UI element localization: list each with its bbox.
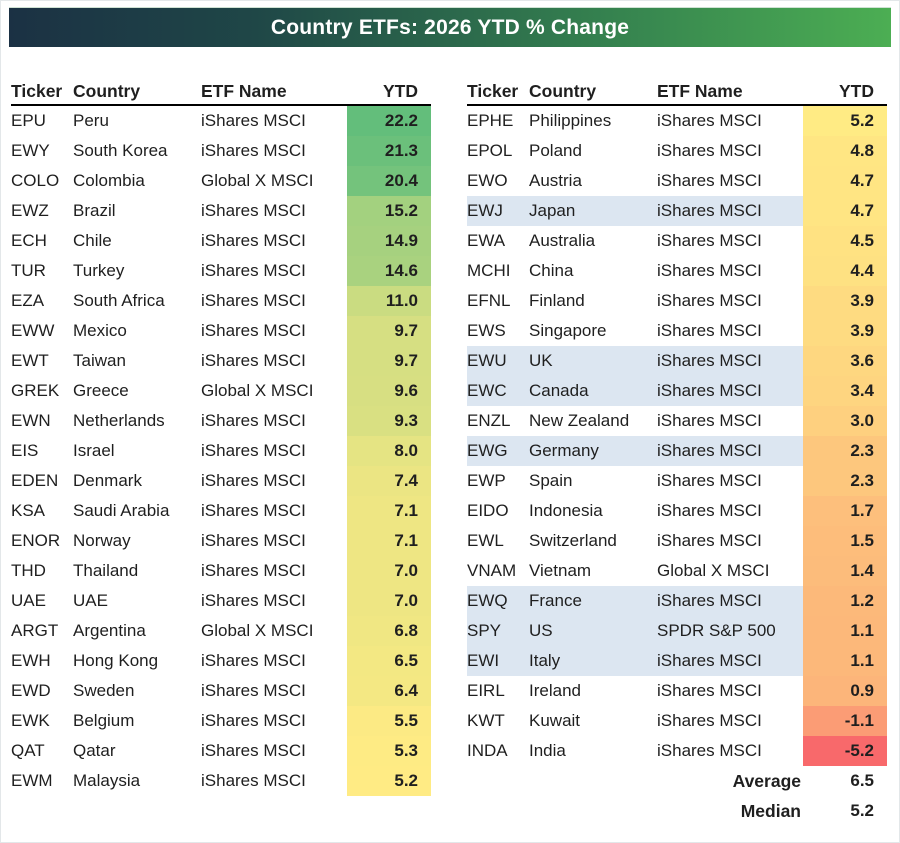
country-cell: UAE (73, 591, 108, 610)
table-row (467, 616, 887, 646)
country-cell: Philippines (529, 111, 612, 130)
table-row (11, 286, 431, 316)
etf-name-cell: iShares MSCI (201, 591, 306, 610)
column-header-etf-name: ETF Name (657, 81, 743, 101)
etf-name-cell: iShares MSCI (657, 436, 803, 466)
ytd-value-cell: 11.0 (347, 286, 431, 316)
ticker-cell: KSA (11, 501, 46, 520)
table-row (11, 346, 431, 376)
country-cell: Malaysia (73, 771, 141, 790)
ytd-value-cell: 3.0 (803, 406, 887, 436)
table-row (467, 646, 887, 676)
etf-name-cell: iShares MSCI (201, 321, 306, 340)
country-cell: Peru (73, 111, 109, 130)
ticker-cell: INDA (467, 741, 508, 760)
country-cell: Denmark (73, 471, 142, 490)
etf-name-cell: iShares MSCI (201, 501, 306, 520)
country-cell: Japan (529, 196, 657, 226)
country-cell: Saudi Arabia (73, 501, 170, 520)
etf-name-cell: iShares MSCI (657, 141, 762, 160)
etf-name-cell: iShares MSCI (201, 111, 306, 130)
country-cell: Taiwan (73, 351, 126, 370)
ticker-cell: EWL (467, 531, 504, 550)
ytd-value-cell: 6.5 (347, 646, 431, 676)
ticker-cell: EWZ (11, 201, 49, 220)
table-row (11, 496, 431, 526)
median-value: 5.2 (850, 801, 874, 820)
etf-name-cell: iShares MSCI (201, 741, 306, 760)
table-row (11, 226, 431, 256)
ticker-cell: UAE (11, 591, 46, 610)
ticker-cell: EZA (11, 291, 45, 310)
country-cell: China (529, 261, 574, 280)
etf-name-cell: Global X MSCI (201, 381, 314, 400)
ticker-cell: EIRL (467, 681, 505, 700)
median-row (467, 796, 887, 826)
etf-name-cell: iShares MSCI (201, 531, 306, 550)
ticker-cell: EWM (11, 771, 53, 790)
ytd-value-cell: 2.3 (803, 436, 887, 466)
table-row (467, 256, 887, 286)
table-row (11, 316, 431, 346)
ticker-cell: VNAM (467, 561, 517, 580)
ticker-cell: TUR (11, 261, 46, 280)
etf-name-cell: iShares MSCI (657, 411, 762, 430)
country-cell: Sweden (73, 681, 135, 700)
ytd-value-cell: 7.1 (347, 496, 431, 526)
country-cell: Indonesia (529, 501, 603, 520)
etf-name-cell: iShares MSCI (657, 171, 762, 190)
ytd-value-cell: 7.1 (347, 526, 431, 556)
average-row (467, 766, 887, 796)
column-header-country: Country (529, 81, 597, 101)
country-cell: Chile (73, 231, 112, 250)
table-row (467, 136, 887, 166)
right-table-body (467, 106, 887, 766)
ticker-cell: EWH (11, 651, 51, 670)
ticker-cell: EIDO (467, 501, 509, 520)
ticker-cell: EWY (11, 141, 50, 160)
country-cell: Vietnam (529, 561, 592, 580)
country-cell: UK (529, 346, 657, 376)
country-cell: Greece (73, 381, 129, 400)
ticker-cell: EDEN (11, 471, 59, 490)
etf-name-cell: iShares MSCI (657, 346, 803, 376)
ytd-value-cell: 4.8 (803, 136, 887, 166)
ticker-cell: EWW (11, 321, 55, 340)
country-cell: Thailand (73, 561, 139, 580)
ytd-value-cell: -5.2 (803, 736, 887, 766)
etf-name-cell: Global X MSCI (201, 621, 314, 640)
ticker-cell: EWA (467, 231, 506, 250)
title-banner (9, 7, 891, 47)
ytd-value-cell: 1.7 (803, 496, 887, 526)
right-table-header (467, 79, 887, 106)
ticker-cell: ARGT (11, 621, 59, 640)
page-title: Country ETFs: 2026 YTD % Change (270, 15, 630, 39)
ticker-cell: ENOR (11, 531, 61, 550)
table-row (467, 526, 887, 556)
column-header-ytd: YTD (383, 81, 418, 101)
country-cell: Israel (73, 441, 115, 460)
ytd-value-cell: 1.4 (803, 556, 887, 586)
table-row (11, 406, 431, 436)
ytd-value-cell: 8.0 (347, 436, 431, 466)
ytd-value-cell: 21.3 (347, 136, 431, 166)
average-value: 6.5 (850, 771, 874, 790)
etf-name-cell: iShares MSCI (657, 741, 762, 760)
ytd-value-cell: 6.8 (347, 616, 431, 646)
ytd-value-cell: -1.1 (803, 706, 887, 736)
table-row (11, 526, 431, 556)
ytd-value-cell: 3.6 (803, 346, 887, 376)
ytd-value-cell: 1.1 (803, 646, 887, 676)
table-row (467, 376, 887, 406)
table-row (11, 256, 431, 286)
etf-name-cell: iShares MSCI (201, 561, 306, 580)
country-cell: India (529, 741, 566, 760)
etf-name-cell: iShares MSCI (657, 711, 762, 730)
etf-name-cell: SPDR S&P 500 (657, 616, 803, 646)
table-row (11, 586, 431, 616)
ytd-value-cell: 3.4 (803, 376, 887, 406)
table-row (467, 316, 887, 346)
ytd-value-cell: 5.5 (347, 706, 431, 736)
ticker-cell: EWQ (467, 586, 529, 616)
ytd-value-cell: 9.7 (347, 316, 431, 346)
country-cell: Germany (529, 436, 657, 466)
country-cell: Brazil (73, 201, 116, 220)
ytd-value-cell: 5.2 (803, 106, 887, 136)
ticker-cell: EWJ (467, 196, 529, 226)
etf-name-cell: iShares MSCI (201, 291, 306, 310)
country-cell: Mexico (73, 321, 127, 340)
table-row (11, 736, 431, 766)
country-cell: Netherlands (73, 411, 165, 430)
table-row (11, 466, 431, 496)
ticker-cell: QAT (11, 741, 45, 760)
column-header-ticker: Ticker (11, 81, 63, 101)
etf-name-cell: iShares MSCI (201, 351, 306, 370)
table-row (467, 346, 887, 376)
table-row (11, 646, 431, 676)
ticker-cell: EPU (11, 111, 46, 130)
right-table (467, 79, 887, 826)
table-row (11, 616, 431, 646)
table-row (467, 406, 887, 436)
ticker-cell: EWD (11, 681, 51, 700)
etf-name-cell: iShares MSCI (201, 681, 306, 700)
ytd-value-cell: 7.0 (347, 556, 431, 586)
table-row (11, 556, 431, 586)
etf-name-cell: iShares MSCI (657, 471, 762, 490)
ticker-cell: KWT (467, 711, 505, 730)
column-header-etf-name: ETF Name (201, 81, 287, 101)
country-cell: Norway (73, 531, 131, 550)
table-row (467, 226, 887, 256)
etf-name-cell: iShares MSCI (201, 471, 306, 490)
etf-name-cell: iShares MSCI (201, 651, 306, 670)
ticker-cell: EWC (467, 376, 529, 406)
etf-name-cell: iShares MSCI (201, 231, 306, 250)
table-row (11, 376, 431, 406)
ticker-cell: MCHI (467, 261, 511, 280)
table-row (11, 166, 431, 196)
table-row (467, 676, 887, 706)
ytd-value-cell: 4.7 (803, 166, 887, 196)
country-cell: Hong Kong (73, 651, 159, 670)
ytd-value-cell: 15.2 (347, 196, 431, 226)
median-label: Median (740, 801, 801, 821)
etf-name-cell: iShares MSCI (201, 201, 306, 220)
ytd-value-cell: 5.2 (347, 766, 431, 796)
ytd-value-cell: 0.9 (803, 676, 887, 706)
ytd-value-cell: 4.5 (803, 226, 887, 256)
table-row (467, 196, 887, 226)
country-cell: Finland (529, 291, 585, 310)
country-cell: Spain (529, 471, 573, 490)
table-row (11, 436, 431, 466)
country-cell: Turkey (73, 261, 125, 280)
etf-name-cell: Global X MSCI (201, 171, 314, 190)
country-cell: Ireland (529, 681, 581, 700)
country-cell: Belgium (73, 711, 135, 730)
country-cell: South Africa (73, 291, 165, 310)
country-cell: Austria (529, 171, 582, 190)
ytd-value-cell: 2.3 (803, 466, 887, 496)
ytd-value-cell: 5.3 (347, 736, 431, 766)
ticker-cell: EPOL (467, 141, 513, 160)
etf-name-cell: iShares MSCI (201, 141, 306, 160)
ticker-cell: EIS (11, 441, 39, 460)
ytd-value-cell: 7.0 (347, 586, 431, 616)
country-cell: New Zealand (529, 411, 630, 430)
table-row (467, 466, 887, 496)
ticker-cell: EWI (467, 646, 529, 676)
etf-name-cell: iShares MSCI (657, 111, 762, 130)
ticker-cell: COLO (11, 171, 60, 190)
country-cell: Italy (529, 646, 657, 676)
ticker-cell: ENZL (467, 411, 511, 430)
table-row (467, 556, 887, 586)
table-row (11, 676, 431, 706)
etf-name-cell: iShares MSCI (657, 261, 762, 280)
table-row (467, 166, 887, 196)
ticker-cell: EWS (467, 321, 506, 340)
ytd-value-cell: 14.6 (347, 256, 431, 286)
country-cell: France (529, 586, 657, 616)
ytd-value-cell: 1.5 (803, 526, 887, 556)
table-row (11, 766, 431, 796)
etf-name-cell: iShares MSCI (201, 261, 306, 280)
etf-name-cell: iShares MSCI (657, 321, 762, 340)
ticker-cell: SPY (467, 616, 529, 646)
ytd-value-cell: 9.3 (347, 406, 431, 436)
column-header-ytd: YTD (839, 81, 874, 101)
average-label: Average (732, 771, 801, 791)
country-cell: Switzerland (529, 531, 617, 550)
etf-name-cell: Global X MSCI (657, 561, 770, 580)
table-row (467, 496, 887, 526)
ticker-cell: GREK (11, 381, 60, 400)
column-header-ticker: Ticker (467, 81, 519, 101)
ticker-cell: EPHE (467, 111, 514, 130)
etf-name-cell: iShares MSCI (201, 771, 306, 790)
etf-name-cell: iShares MSCI (657, 196, 803, 226)
etf-name-cell: iShares MSCI (657, 291, 762, 310)
ticker-cell: EWK (11, 711, 50, 730)
etf-name-cell: iShares MSCI (657, 646, 803, 676)
ytd-value-cell: 6.4 (347, 676, 431, 706)
country-cell: Kuwait (529, 711, 581, 730)
country-cell: US (529, 616, 657, 646)
ytd-value-cell: 1.2 (803, 586, 887, 616)
ticker-cell: THD (11, 561, 46, 580)
country-cell: Singapore (529, 321, 607, 340)
ytd-value-cell: 3.9 (803, 316, 887, 346)
left-table (11, 79, 431, 826)
country-cell: Canada (529, 376, 657, 406)
table-row (11, 106, 431, 136)
left-table-body (11, 106, 431, 796)
etf-name-cell: iShares MSCI (657, 501, 762, 520)
country-cell: Poland (529, 141, 582, 160)
etf-name-cell: iShares MSCI (201, 411, 306, 430)
ytd-value-cell: 1.1 (803, 616, 887, 646)
country-cell: South Korea (73, 141, 168, 160)
ytd-value-cell: 20.4 (347, 166, 431, 196)
ticker-cell: EFNL (467, 291, 511, 310)
ytd-value-cell: 9.7 (347, 346, 431, 376)
etf-name-cell: iShares MSCI (657, 681, 762, 700)
country-cell: Qatar (73, 741, 116, 760)
ticker-cell: EWT (11, 351, 49, 370)
table-row (11, 136, 431, 166)
table-row (467, 586, 887, 616)
table-row (467, 286, 887, 316)
etf-name-cell: iShares MSCI (201, 441, 306, 460)
left-table-header (11, 79, 431, 106)
etf-name-cell: iShares MSCI (657, 376, 803, 406)
country-cell: Colombia (73, 171, 145, 190)
ytd-value-cell: 3.9 (803, 286, 887, 316)
ticker-cell: EWG (467, 436, 529, 466)
column-header-country: Country (73, 81, 141, 101)
ticker-cell: EWU (467, 346, 529, 376)
etf-name-cell: iShares MSCI (657, 231, 762, 250)
ytd-value-cell: 4.7 (803, 196, 887, 226)
table-row (11, 196, 431, 226)
ytd-value-cell: 22.2 (347, 106, 431, 136)
ticker-cell: EWP (467, 471, 506, 490)
ytd-value-cell: 7.4 (347, 466, 431, 496)
table-row (467, 706, 887, 736)
country-cell: Argentina (73, 621, 146, 640)
table-row (467, 736, 887, 766)
table-row (467, 436, 887, 466)
ticker-cell: EWO (467, 171, 508, 190)
ticker-cell: EWN (11, 411, 51, 430)
ytd-value-cell: 14.9 (347, 226, 431, 256)
ytd-value-cell: 9.6 (347, 376, 431, 406)
country-cell: Australia (529, 231, 596, 250)
table-row (11, 706, 431, 736)
etf-name-cell: iShares MSCI (201, 711, 306, 730)
ticker-cell: ECH (11, 231, 47, 250)
etf-name-cell: iShares MSCI (657, 531, 762, 550)
ytd-value-cell: 4.4 (803, 256, 887, 286)
tables-container (9, 79, 891, 826)
table-row (467, 106, 887, 136)
etf-name-cell: iShares MSCI (657, 586, 803, 616)
